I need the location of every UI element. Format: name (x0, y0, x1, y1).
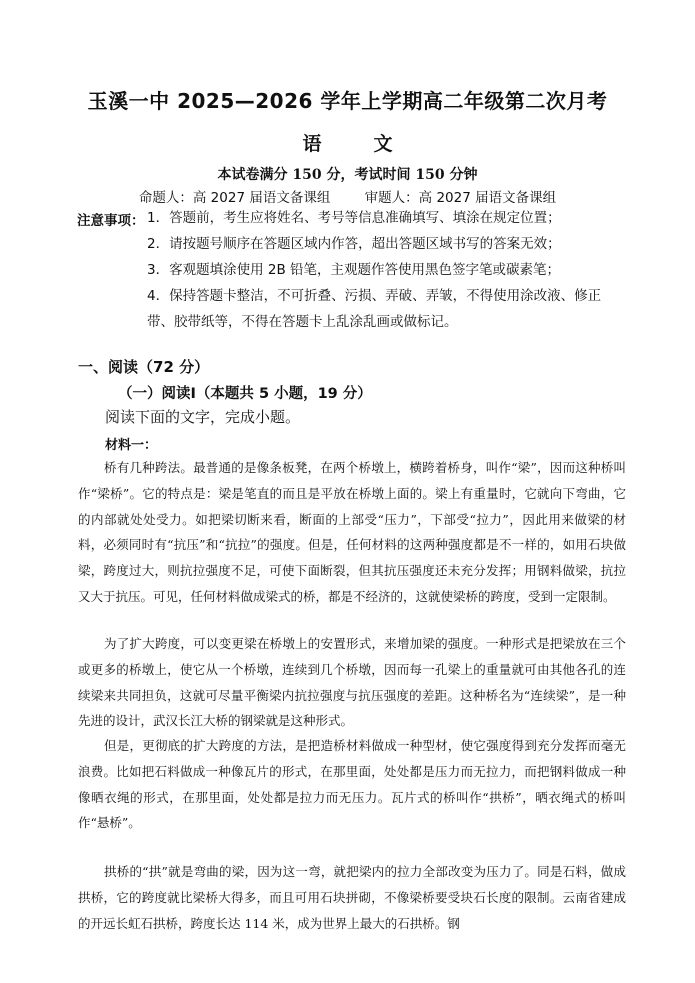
notice-label: 注意事项： (77, 213, 145, 229)
notice-item-2: 2．请按题号顺序在答题区域内作答，超出答题区域书写的答案无效； (147, 236, 561, 252)
exam-info: 本试卷满分 150 分，考试时间 150 分钟 (217, 167, 478, 183)
subsection-heading: （一）阅读Ⅰ（本题共 5 小题，19 分） (118, 386, 372, 402)
notice-item-3: 3．客观题填涂使用 2B 铅笔，主观题作答使用黑色签字笔或碳素笔； (147, 262, 561, 278)
reading-instruction: 阅读下面的文字，完成小题。 (105, 408, 301, 426)
paragraph-1: 桥有几种跨法。最普通的是像条板凳，在两个桥墩上，横跨着桥身，叫作“梁”，因而这种桥叫作“梁桥”。它的特点是：梁是笔直的而且是平放在桥墩上面的。梁上有重量时，它就向下弯曲，它的内部就处处受力。如把梁切断来看，断面的上部受“压力”，下部受“拉力”，因此用来做梁的材料，必须同时有“抗压”和“抗拉”的强度。但是，任何材料的这两种强度都是不一样的，如用石块做梁，跨度过大，则抗拉强度不足，可使下面断裂，但其抗压强度还未充分发挥；用钢料做梁，抗拉又大于抗压。可见，任何材料做成梁式的桥，都是不经济的，这就使梁桥的跨度，受到一定限制。 (78, 460, 626, 604)
notice-item-1: 1．答题前，考生应将姓名、考号等信息准确填写、填涂在规定位置； (147, 210, 561, 226)
paragraph-2: 为了扩大跨度，可以变更梁在桥墩上的安置形式，来增加梁的强度。一种形式是把梁放在三个或更多的桥墩上，使它从一个桥墩，连续到几个桥墩，因而每一孔梁上的重量就可由其他各孔的连续梁来共同担负，这就可尽量平衡梁内抗拉强度与抗压强度的差距。这种桥名为“连续梁”，是一种先进的设计，武汉长江大桥的钢梁就是这种形式。 (78, 636, 626, 729)
authors-line: 命题人：高 2027 届语文备课组 审题人：高 2027 届语文备课组 (138, 190, 557, 206)
exam-title: 玉溪一中 2025—2026 学年上学期高二年级第二次月考 (87, 89, 608, 113)
subject-title: 语文 (302, 133, 445, 155)
section-heading: 一、阅读（72 分） (78, 358, 210, 376)
paragraph-4: 拱桥的“拱”就是弯曲的梁，因为这一弯，就把梁内的拉力全部改变为压力了。同是石料，做成拱桥，它的跨度就比梁桥大得多，而且可用石块拼砌，不像梁桥要受块石长度的限制。云南省建成的开远长虹石拱桥，跨度长达 114 米，成为世界上最大的石拱桥。钢 (78, 864, 626, 931)
material-label: 材料一： (105, 438, 158, 453)
paragraph-3: 但是，更彻底的扩大跨度的方法，是把造桥材料做成一种型材，使它强度得到充分发挥而毫无浪费。比如把石料做成一种像瓦片的形式，在那里面，处处都是压力而无拉力，而把钢料做成一种像晒衣绳的形式，在那里面，处处都是拉力而无压力。瓦片式的桥叫作“拱桥”，晒衣绳式的桥叫作“悬桥”。 (78, 738, 626, 831)
notice-item-4: 4．保持答题卡整洁，不可折叠、污损、弄破、弄皱，不得使用涂改液、修正带、胶带纸等，不得在答题卡上乱涂乱画或做标记。 (147, 288, 602, 330)
